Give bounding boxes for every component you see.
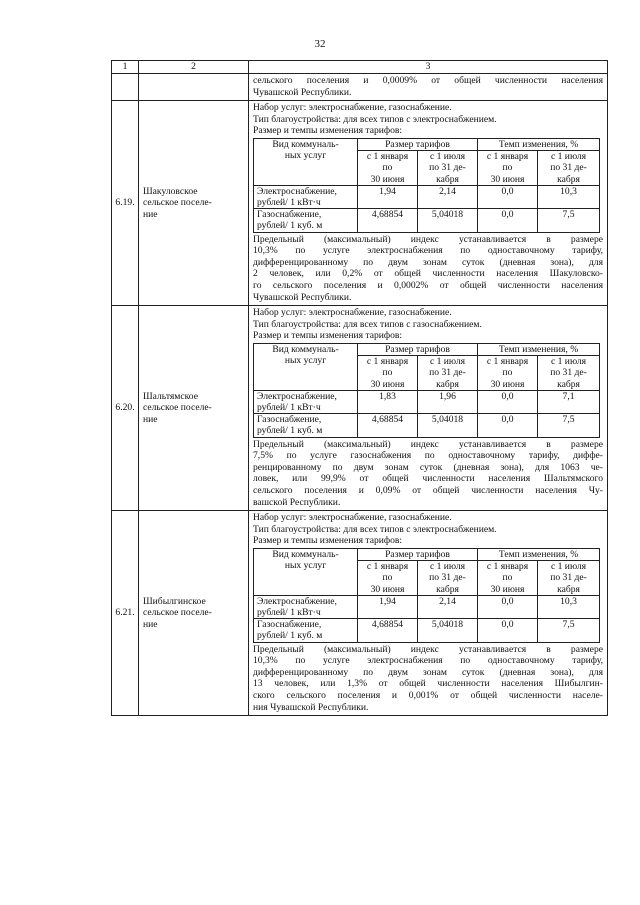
rate-header: Темп изменения, % bbox=[478, 138, 600, 150]
tariff-h2: 1,96 bbox=[418, 390, 478, 413]
tariff-row bbox=[254, 185, 600, 208]
rate-header: Темп изменения, % bbox=[478, 343, 600, 355]
period-header: с 1 июля по 31 де- кабря bbox=[418, 151, 478, 186]
entry-number: 6.21. bbox=[112, 511, 139, 716]
entry-intro: Набор услуг: электроснабжение, газоснабжение. Тип благоустройства: для всех типов с электроснабжением. Размер и темпы изменения тарифов: bbox=[253, 102, 497, 137]
tariff-h2: 2,14 bbox=[418, 595, 478, 618]
tariff-row bbox=[254, 619, 600, 642]
continuation-text: сельского поселения и 0,0009% от общей численности населения Чувашской Республики. bbox=[249, 74, 608, 101]
header-col-3: 3 bbox=[249, 61, 608, 74]
tariff-h1: 1,94 bbox=[358, 185, 418, 208]
tariff-h1: 4,68854 bbox=[358, 619, 418, 642]
entry-note: Предельный (максимальный) индекс устанавливается в размере 10,3% по услуге электроснабжения по одноставочному тарифу, дифференцированному по двум зонам суток (дневная зона), для 13 человек, или 1,3% от общей численности населения Шибылгин- ского сельского поселения и 0,001% от общей численности населе- ния Чувашской Республики. bbox=[253, 643, 603, 713]
rate-h1: 0,0 bbox=[478, 414, 538, 437]
period-header: с 1 января по 30 июня bbox=[478, 151, 538, 186]
entry-row bbox=[112, 306, 608, 511]
period-header: с 1 января по 30 июня bbox=[478, 356, 538, 391]
entry-number: 6.20. bbox=[112, 306, 139, 511]
tariff-h2: 5,04018 bbox=[418, 209, 478, 232]
entry-intro: Набор услуг: электроснабжение, газоснабжение. Тип благоустройства: для всех типов с электроснабжением. Размер и темпы изменения тарифов: bbox=[253, 512, 497, 547]
period-header: с 1 июля по 31 де- кабря bbox=[538, 561, 600, 596]
tariff-row bbox=[254, 595, 600, 618]
service-kind-header: Вид коммуналь- ных услуг bbox=[254, 138, 358, 185]
period-header: с 1 января по 30 июня bbox=[358, 356, 418, 391]
header-col-2: 2 bbox=[139, 61, 249, 74]
service-label: Газоснабжение, рублей/ 1 куб. м bbox=[254, 414, 358, 437]
tariff-h2: 2,14 bbox=[418, 185, 478, 208]
header-row bbox=[112, 61, 608, 74]
rate-h2: 7,5 bbox=[538, 209, 600, 232]
entry-number: 6.19. bbox=[112, 101, 139, 306]
tariff-row bbox=[254, 209, 600, 232]
page-number: 32 bbox=[314, 38, 326, 50]
period-header: с 1 января по 30 июня bbox=[478, 561, 538, 596]
period-header: с 1 июля по 31 де- кабря bbox=[538, 151, 600, 186]
tariff-size-header: Размер тарифов bbox=[358, 343, 478, 355]
tariff-table bbox=[111, 60, 608, 716]
rate-h2: 7,5 bbox=[538, 619, 600, 642]
entry-content bbox=[249, 511, 608, 716]
header-col-1: 1 bbox=[112, 61, 139, 74]
tariff-h1: 1,83 bbox=[358, 390, 418, 413]
settlement-name: Шальтямское сельское поселе- ние bbox=[139, 306, 249, 511]
rate-h2: 10,3 bbox=[538, 595, 600, 618]
service-kind-header: Вид коммуналь- ных услуг bbox=[254, 343, 358, 390]
rate-h1: 0,0 bbox=[478, 209, 538, 232]
tariff-h1: 1,94 bbox=[358, 595, 418, 618]
period-header: с 1 января по 30 июня bbox=[358, 151, 418, 186]
tariff-subtable bbox=[253, 138, 600, 233]
tariff-size-header: Размер тарифов bbox=[358, 548, 478, 560]
service-label: Электроснабжение, рублей/ 1 кВт·ч bbox=[254, 595, 358, 618]
period-header: с 1 июля по 31 де- кабря bbox=[418, 561, 478, 596]
period-header: с 1 июля по 31 де- кабря bbox=[418, 356, 478, 391]
entry-intro: Набор услуг: электроснабжение, газоснабжение. Тип благоустройства: для всех типов с газоснабжением. Размер и темпы изменения тарифов: bbox=[253, 307, 482, 342]
tariff-row bbox=[254, 414, 600, 437]
tariff-subtable bbox=[253, 343, 600, 438]
period-header: с 1 января по 30 июня bbox=[358, 561, 418, 596]
rate-h2: 7,5 bbox=[538, 414, 600, 437]
settlement-name: Шакуловское сельское поселе- ние bbox=[139, 101, 249, 306]
tariff-size-header: Размер тарифов bbox=[358, 138, 478, 150]
entry-content bbox=[249, 306, 608, 511]
entry-row bbox=[112, 101, 608, 306]
entry-note: Предельный (максимальный) индекс устанавливается в размере 10,3% по услуге электроснабжения по одноставочному тарифу, дифференцированному по двум зонам суток (дневная зона), для 2 человек, или 0,2% от общей численности населения Шакуловско- го сельского поселения и 0,0002% от общей численности населения Чувашской Республики. bbox=[253, 233, 603, 303]
rate-header: Темп изменения, % bbox=[478, 548, 600, 560]
rate-h1: 0,0 bbox=[478, 595, 538, 618]
tariff-subtable bbox=[253, 548, 600, 643]
rate-h1: 0,0 bbox=[478, 390, 538, 413]
rate-h1: 0,0 bbox=[478, 185, 538, 208]
entry-note: Предельный (максимальный) индекс устанавливается в размере 7,5% по услуге газоснабжения по одноставочному тарифу, диффе- ренцированному по двум зонам суток (дневная зона), для 1063 че- ловек, или 99,9% от общей численности населения Шальтямского сельского поселения и 0,09% от общей численности населения Чу- вашской Республики. bbox=[253, 438, 603, 508]
period-header: с 1 июля по 31 де- кабря bbox=[538, 356, 600, 391]
service-label: Электроснабжение, рублей/ 1 кВт·ч bbox=[254, 185, 358, 208]
continuation-row bbox=[112, 74, 608, 101]
tariff-h1: 4,68854 bbox=[358, 209, 418, 232]
service-kind-header: Вид коммуналь- ных услуг bbox=[254, 548, 358, 595]
rate-h2: 7,1 bbox=[538, 390, 600, 413]
tariff-h2: 5,04018 bbox=[418, 414, 478, 437]
tariff-row bbox=[254, 390, 600, 413]
service-label: Газоснабжение, рублей/ 1 куб. м bbox=[254, 209, 358, 232]
service-label: Газоснабжение, рублей/ 1 куб. м bbox=[254, 619, 358, 642]
entry-row bbox=[112, 511, 608, 716]
rate-h1: 0,0 bbox=[478, 619, 538, 642]
settlement-name: Шибылгинское сельское поселе- ние bbox=[139, 511, 249, 716]
tariff-h1: 4,68854 bbox=[358, 414, 418, 437]
tariff-h2: 5,04018 bbox=[418, 619, 478, 642]
entry-content bbox=[249, 101, 608, 306]
rate-h2: 10,3 bbox=[538, 185, 600, 208]
service-label: Электроснабжение, рублей/ 1 кВт·ч bbox=[254, 390, 358, 413]
